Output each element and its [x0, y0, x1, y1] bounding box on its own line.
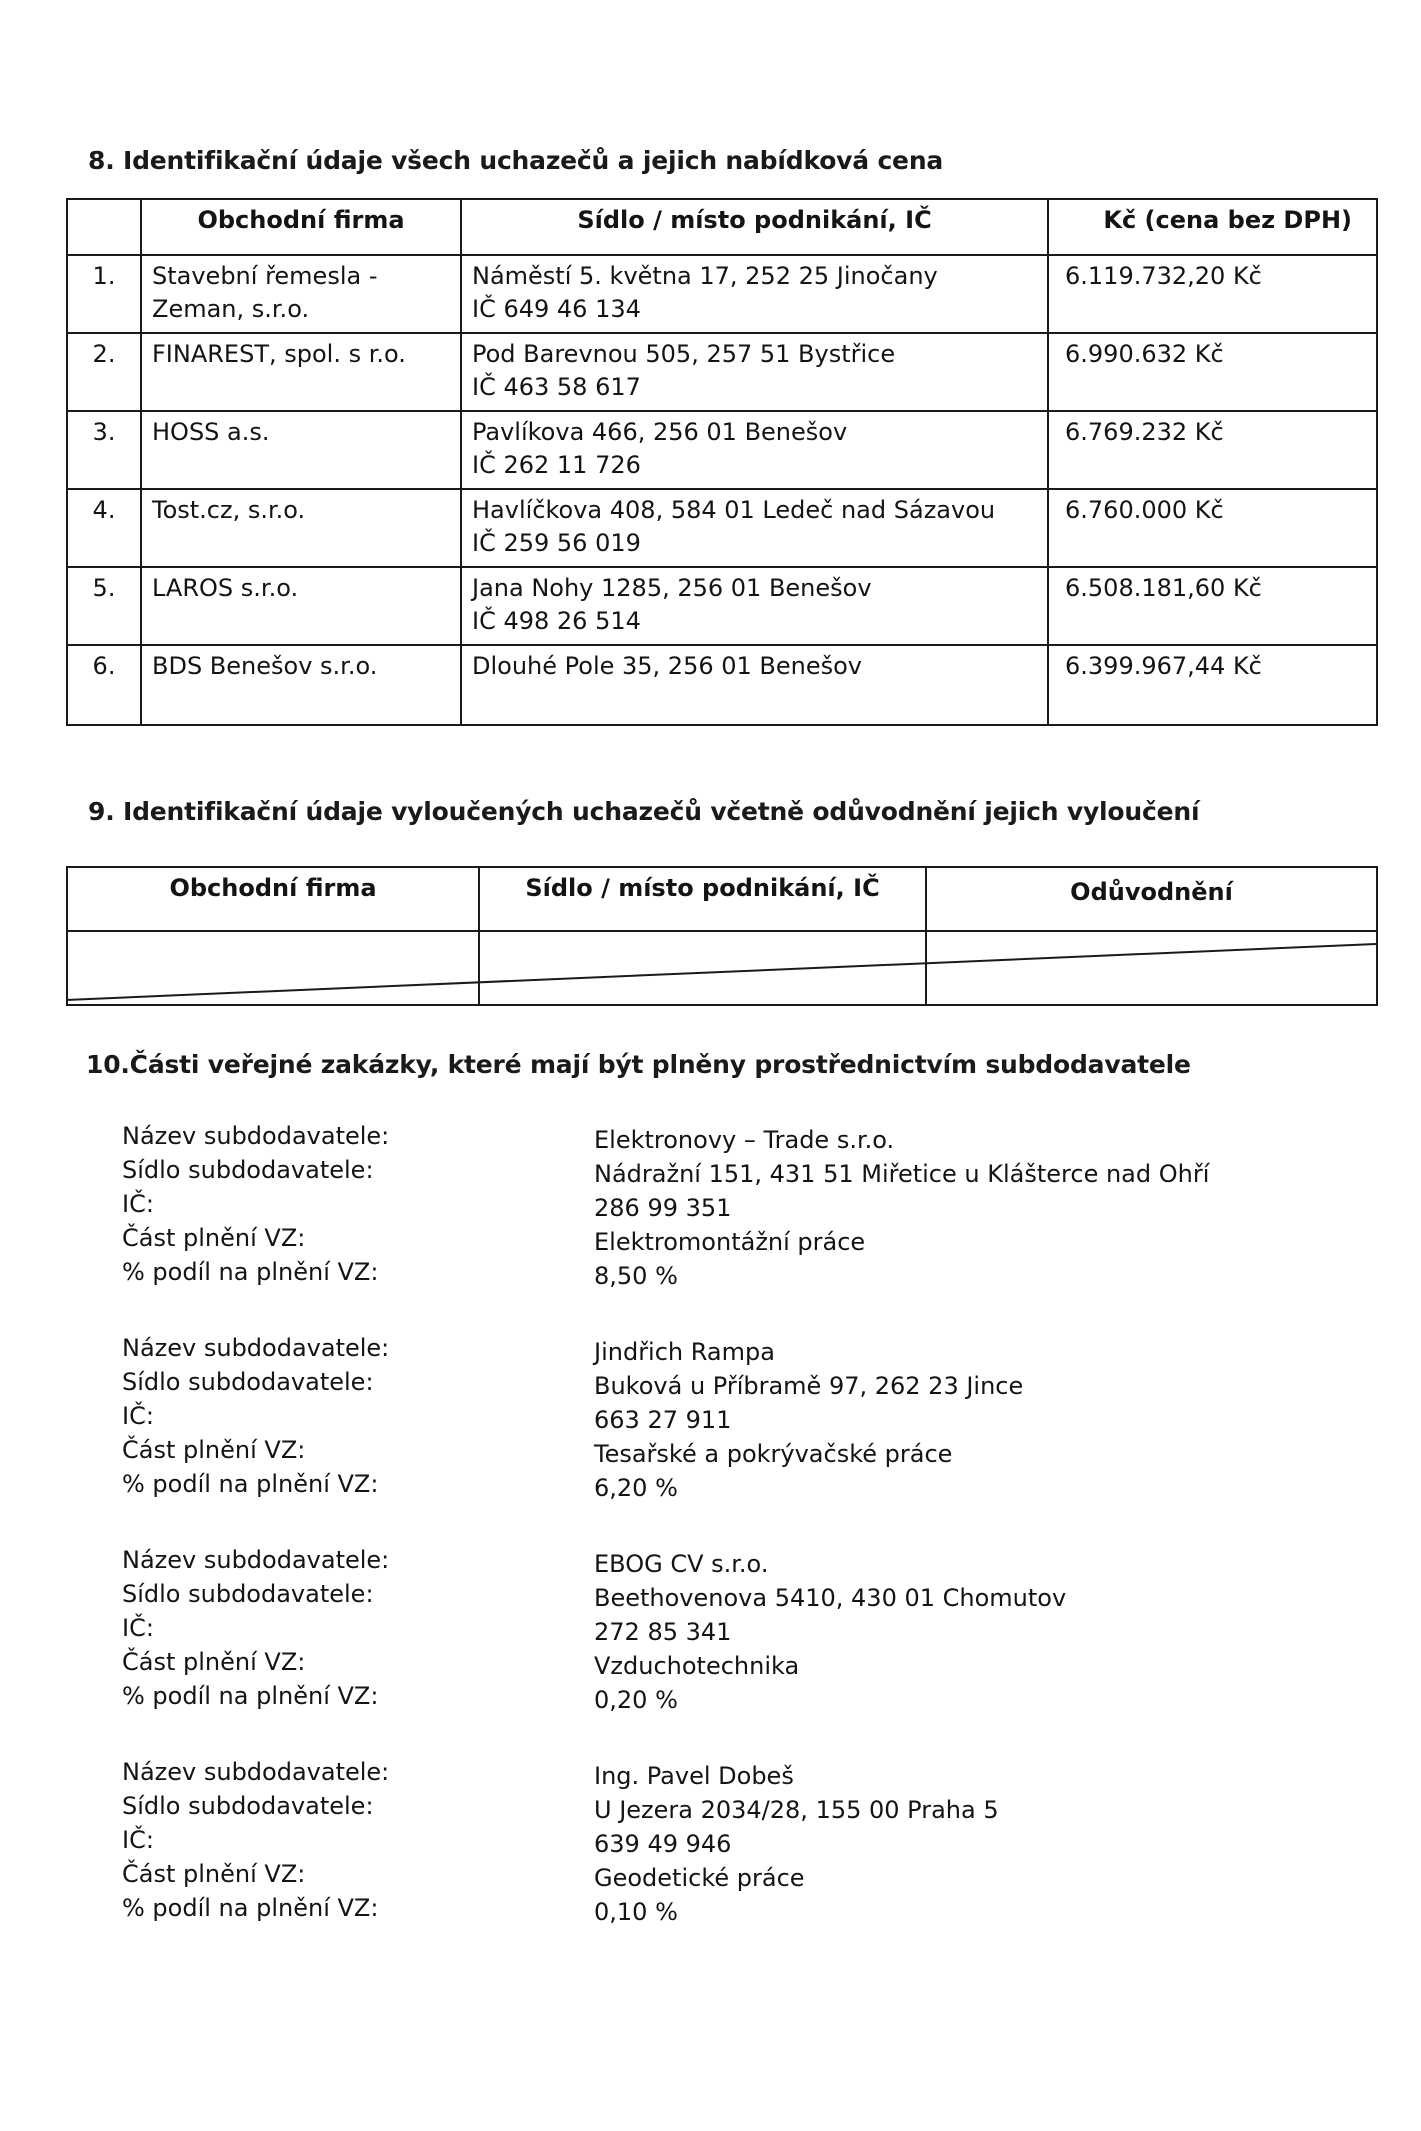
- seat-cell: [461, 645, 1048, 725]
- section-10-heading: 10.Části veřejné zakázky, které mají být plněny prostřednictvím subdodavatele: [86, 1050, 1191, 1079]
- label-subcontractor-share: % podíl na plnění VZ:: [122, 1894, 379, 1922]
- seat-address: Pavlíkova 466, 256 01 Benešov: [472, 418, 848, 446]
- seat-cell: [461, 255, 1048, 333]
- subcontractor-ic: 663 27 911: [594, 1406, 732, 1434]
- label-subcontractor-share: % podíl na plnění VZ:: [122, 1682, 379, 1710]
- label-subcontractor-name: Název subdodavatele:: [122, 1758, 390, 1786]
- subcontractor-ic: 639 49 946: [594, 1830, 732, 1858]
- firm-name: Stavební řemesla -: [152, 262, 378, 290]
- price-cell: 6.119.732,20 Kč: [1048, 255, 1377, 333]
- label-subcontractor-name: Název subdodavatele:: [122, 1334, 390, 1362]
- subcontractor-part: Tesařské a pokrývačské práce: [594, 1440, 953, 1468]
- table-row: [67, 489, 1377, 567]
- table-row: [67, 333, 1377, 411]
- header-firm: Obchodní firma: [141, 199, 461, 255]
- seat-address: Jana Nohy 1285, 256 01 Benešov: [472, 574, 872, 602]
- firm-cell: [141, 567, 461, 645]
- seat-ic: IČ 649 46 134: [472, 295, 641, 323]
- firm-cell: [141, 411, 461, 489]
- subcontractor-share: 0,10 %: [594, 1898, 678, 1926]
- label-subcontractor-part: Část plnění VZ:: [122, 1648, 306, 1676]
- firm-name: Tost.cz, s.r.o.: [152, 496, 306, 524]
- seat-address: Havlíčkova 408, 584 01 Ledeč nad Sázavou: [472, 496, 996, 524]
- row-number: 6.: [67, 645, 141, 725]
- label-subcontractor-part: Část plnění VZ:: [122, 1224, 306, 1252]
- seat-ic: IČ 463 58 617: [472, 373, 641, 401]
- subcontractor-seat: Buková u Příbramě 97, 262 23 Jince: [594, 1372, 1024, 1400]
- subcontractor-part: Vzduchotechnika: [594, 1652, 800, 1680]
- firm-cell: [141, 255, 461, 333]
- seat-address: Pod Barevnou 505, 257 51 Bystřice: [472, 340, 896, 368]
- header-seat: Sídlo / místo podnikání, IČ: [479, 867, 926, 931]
- header-seat: Sídlo / místo podnikání, IČ: [461, 199, 1048, 255]
- table-row: [67, 931, 1377, 1005]
- subcontractor-ic: 286 99 351: [594, 1194, 732, 1222]
- label-subcontractor-part: Část plnění VZ:: [122, 1860, 306, 1888]
- subcontractor-name: EBOG CV s.r.o.: [594, 1550, 769, 1578]
- header-reason: Odůvodnění: [926, 867, 1377, 931]
- row-number: 2.: [67, 333, 141, 411]
- bidders-table: [66, 198, 1378, 726]
- firm-name: BDS Benešov s.r.o.: [152, 652, 378, 680]
- subcontractor-share: 8,50 %: [594, 1262, 678, 1290]
- label-subcontractor-seat: Sídlo subdodavatele:: [122, 1792, 374, 1820]
- label-subcontractor-ic: IČ:: [122, 1402, 154, 1430]
- firm-name: FINAREST, spol. s r.o.: [152, 340, 406, 368]
- table-row: [67, 567, 1377, 645]
- seat-ic: IČ 259 56 019: [472, 529, 641, 557]
- label-subcontractor-share: % podíl na plnění VZ:: [122, 1470, 379, 1498]
- label-subcontractor-ic: IČ:: [122, 1614, 154, 1642]
- subcontractor-share: 6,20 %: [594, 1474, 678, 1502]
- header-firm: Obchodní firma: [67, 867, 479, 931]
- label-subcontractor-share: % podíl na plnění VZ:: [122, 1258, 379, 1286]
- seat-address: Náměstí 5. května 17, 252 25 Jinočany: [472, 262, 938, 290]
- row-number: 5.: [67, 567, 141, 645]
- row-number: 1.: [67, 255, 141, 333]
- firm-cell: [141, 645, 461, 725]
- subcontractor-name: Ing. Pavel Dobeš: [594, 1762, 794, 1790]
- excluded-header-row: [67, 867, 1377, 931]
- table-row: [67, 645, 1377, 725]
- label-subcontractor-name: Název subdodavatele:: [122, 1122, 390, 1150]
- seat-cell: [461, 489, 1048, 567]
- firm-cell: [141, 333, 461, 411]
- subcontractor-part: Geodetické práce: [594, 1864, 805, 1892]
- bidders-header-row: [67, 199, 1377, 255]
- label-subcontractor-seat: Sídlo subdodavatele:: [122, 1580, 374, 1608]
- price-cell: 6.760.000 Kč: [1048, 489, 1377, 567]
- firm-name: LAROS s.r.o.: [152, 574, 299, 602]
- table-row: [67, 255, 1377, 333]
- firm-name: HOSS a.s.: [152, 418, 270, 446]
- price-cell: 6.508.181,60 Kč: [1048, 567, 1377, 645]
- subcontractor-name: Elektronovy – Trade s.r.o.: [594, 1126, 895, 1154]
- empty-cell: [67, 931, 479, 1005]
- subcontractor-share: 0,20 %: [594, 1686, 678, 1714]
- subcontractor-seat: Nádražní 151, 431 51 Miřetice u Klášterce nad Ohří: [594, 1160, 1210, 1188]
- subcontractor-name: Jindřich Rampa: [594, 1338, 775, 1366]
- section-8-heading: 8. Identifikační údaje všech uchazečů a jejich nabídková cena: [88, 146, 944, 175]
- seat-ic: IČ 498 26 514: [472, 607, 641, 635]
- label-subcontractor-seat: Sídlo subdodavatele:: [122, 1368, 374, 1396]
- label-subcontractor-ic: IČ:: [122, 1826, 154, 1854]
- subcontractor-part: Elektromontážní práce: [594, 1228, 866, 1256]
- header-number: [67, 199, 141, 255]
- empty-cell: [479, 931, 926, 1005]
- label-subcontractor-ic: IČ:: [122, 1190, 154, 1218]
- seat-address: Dlouhé Pole 35, 256 01 Benešov: [472, 652, 863, 680]
- firm-name: Zeman, s.r.o.: [152, 295, 310, 323]
- price-cell: 6.990.632 Kč: [1048, 333, 1377, 411]
- label-subcontractor-part: Část plnění VZ:: [122, 1436, 306, 1464]
- table-row: [67, 411, 1377, 489]
- price-cell: 6.399.967,44 Kč: [1048, 645, 1377, 725]
- subcontractor-ic: 272 85 341: [594, 1618, 732, 1646]
- row-number: 4.: [67, 489, 141, 567]
- firm-cell: [141, 489, 461, 567]
- header-price: Kč (cena bez DPH): [1048, 199, 1377, 255]
- seat-cell: [461, 333, 1048, 411]
- excluded-bidders-table: [66, 866, 1378, 1006]
- seat-cell: [461, 411, 1048, 489]
- subcontractor-seat: Beethovenova 5410, 430 01 Chomutov: [594, 1584, 1067, 1612]
- label-subcontractor-seat: Sídlo subdodavatele:: [122, 1156, 374, 1184]
- seat-cell: [461, 567, 1048, 645]
- label-subcontractor-name: Název subdodavatele:: [122, 1546, 390, 1574]
- row-number: 3.: [67, 411, 141, 489]
- section-9-heading: 9. Identifikační údaje vyloučených uchazečů včetně odůvodnění jejich vyloučení: [88, 797, 1200, 826]
- empty-cell: [926, 931, 1377, 1005]
- subcontractor-seat: U Jezera 2034/28, 155 00 Praha 5: [594, 1796, 999, 1824]
- price-cell: 6.769.232 Kč: [1048, 411, 1377, 489]
- seat-ic: IČ 262 11 726: [472, 451, 641, 479]
